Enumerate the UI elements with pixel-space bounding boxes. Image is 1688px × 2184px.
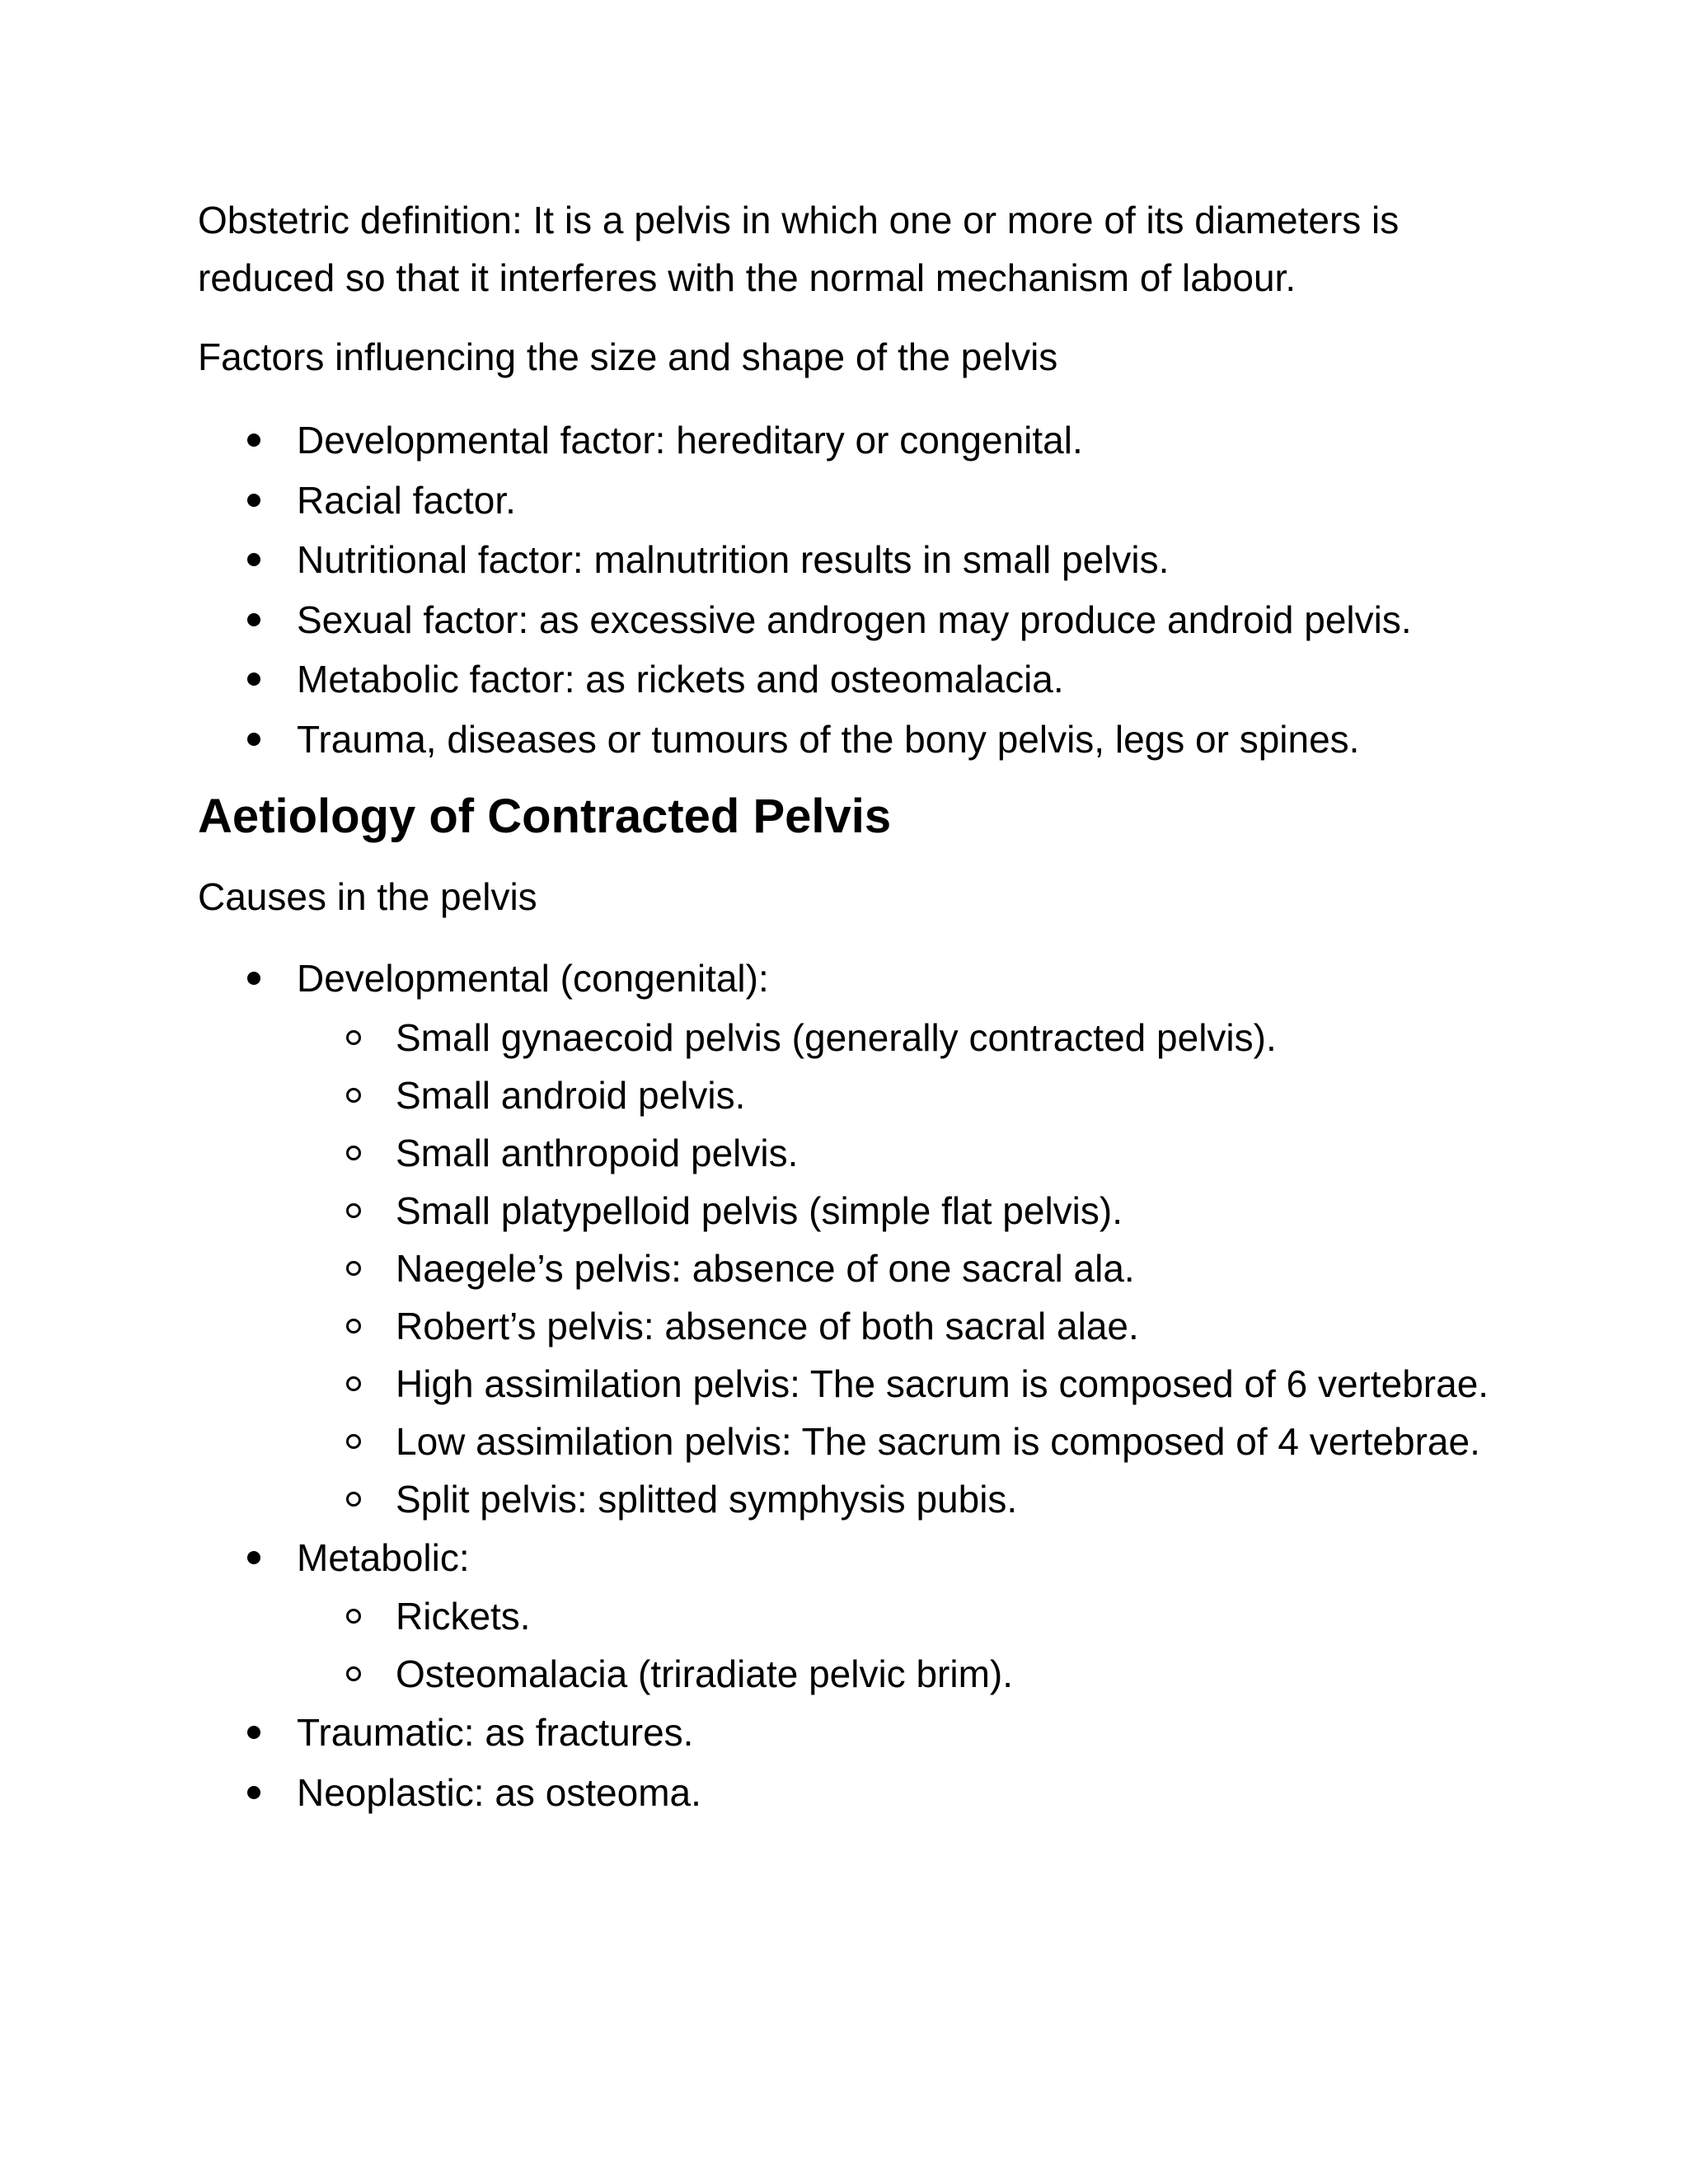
list-item-text: Metabolic:: [297, 1535, 470, 1579]
list-item: [198, 590, 1533, 650]
circle-bullet-icon: [346, 1203, 361, 1218]
bullet-icon: [247, 1551, 260, 1564]
sublist-item-text: Small android pelvis.: [396, 1073, 746, 1117]
sublist-item-text: Small anthropoid pelvis.: [396, 1131, 799, 1174]
sublist-item: [297, 1066, 1533, 1124]
list-item-text: Nutritional factor: malnutrition results in small pelvis.: [297, 538, 1170, 581]
sublist-item-text: High assimilation pelvis: The sacrum is composed of 6 vertebrae.: [396, 1361, 1489, 1405]
circle-bullet-icon: [346, 1319, 361, 1333]
document-page: [198, 191, 1533, 1822]
sublist-item-text: Small platypelloid pelvis (simple flat pelvis).: [396, 1188, 1123, 1232]
list-item-text: Trauma, diseases or tumours of the bony pelvis, legs or spines.: [297, 717, 1360, 761]
factors-list: [198, 410, 1533, 769]
list-item: [198, 530, 1533, 590]
circle-bullet-icon: [346, 1666, 361, 1681]
bullet-icon: [247, 1726, 260, 1739]
sublist-item: [297, 1182, 1533, 1240]
bullet-icon: [247, 553, 260, 566]
causes-list: [198, 949, 1533, 1822]
bullet-icon: [247, 494, 260, 507]
list-item: [198, 710, 1533, 770]
list-item-neoplastic: [198, 1763, 1533, 1823]
list-item-developmental: [198, 949, 1533, 1528]
circle-bullet-icon: [346, 1030, 361, 1045]
bullet-icon: [247, 613, 260, 626]
bullet-icon: [247, 1786, 260, 1799]
list-item-text: Metabolic factor: as rickets and osteomalacia.: [297, 658, 1064, 701]
circle-bullet-icon: [346, 1261, 361, 1276]
list-item-text: Developmental (congenital):: [297, 957, 769, 1000]
circle-bullet-icon: [346, 1088, 361, 1103]
circle-bullet-icon: [346, 1434, 361, 1449]
list-item-text: Sexual factor: as excessive androgen may produce android pelvis.: [297, 598, 1412, 641]
factors-intro: Factors influencing the size and shape of the pelvis: [198, 335, 1058, 378]
sublist-item-text: Naegele’s pelvis: absence of one sacral ala.: [396, 1246, 1135, 1290]
circle-bullet-icon: [346, 1492, 361, 1507]
sublist-item: [297, 1009, 1533, 1066]
bullet-icon: [247, 673, 260, 686]
sublist-item: [297, 1413, 1533, 1470]
causes-intro: Causes in the pelvis: [198, 875, 537, 918]
list-item-metabolic: [198, 1528, 1533, 1704]
section-heading: Aetiology of Contracted Pelvis: [198, 790, 892, 843]
bullet-icon: [247, 733, 260, 746]
obstetric-definition: Obstetric definition: It is a pelvis in which one or more of its diameters is reduced so that it interferes with the normal mechanism of labour.: [198, 199, 1400, 299]
bullet-icon: [247, 434, 260, 447]
sublist-item-text: Small gynaecoid pelvis (generally contracted pelvis).: [396, 1015, 1277, 1059]
sublist-item: [297, 1297, 1533, 1355]
list-item-text: Developmental factor: hereditary or congenital.: [297, 419, 1083, 462]
metabolic-sublist: [297, 1587, 1533, 1703]
list-item-traumatic: [198, 1703, 1533, 1763]
list-item: [198, 410, 1533, 471]
bullet-icon: [247, 972, 260, 985]
sublist-item-text: Robert’s pelvis: absence of both sacral alae.: [396, 1304, 1139, 1347]
sublist-item: [297, 1587, 1533, 1645]
sublist-item: [297, 1240, 1533, 1297]
circle-bullet-icon: [346, 1609, 361, 1624]
developmental-sublist: [297, 1009, 1533, 1528]
sublist-item-text: Low assimilation pelvis: The sacrum is composed of 4 vertebrae.: [396, 1419, 1480, 1463]
circle-bullet-icon: [346, 1146, 361, 1160]
circle-bullet-icon: [346, 1376, 361, 1391]
sublist-item: [297, 1470, 1533, 1528]
sublist-item: [297, 1124, 1533, 1182]
sublist-item-text: Rickets.: [396, 1595, 531, 1638]
list-item-text: Traumatic: as fractures.: [297, 1711, 694, 1754]
list-item: [198, 471, 1533, 531]
sublist-item-text: Split pelvis: splitted symphysis pubis.: [396, 1477, 1018, 1521]
sublist-item: [297, 1645, 1533, 1703]
list-item-text: Racial factor.: [297, 478, 516, 522]
list-item-text: Neoplastic: as osteoma.: [297, 1770, 701, 1814]
sublist-item-text: Osteomalacia (triradiate pelvic brim).: [396, 1652, 1014, 1695]
sublist-item: [297, 1355, 1533, 1413]
list-item: [198, 649, 1533, 710]
